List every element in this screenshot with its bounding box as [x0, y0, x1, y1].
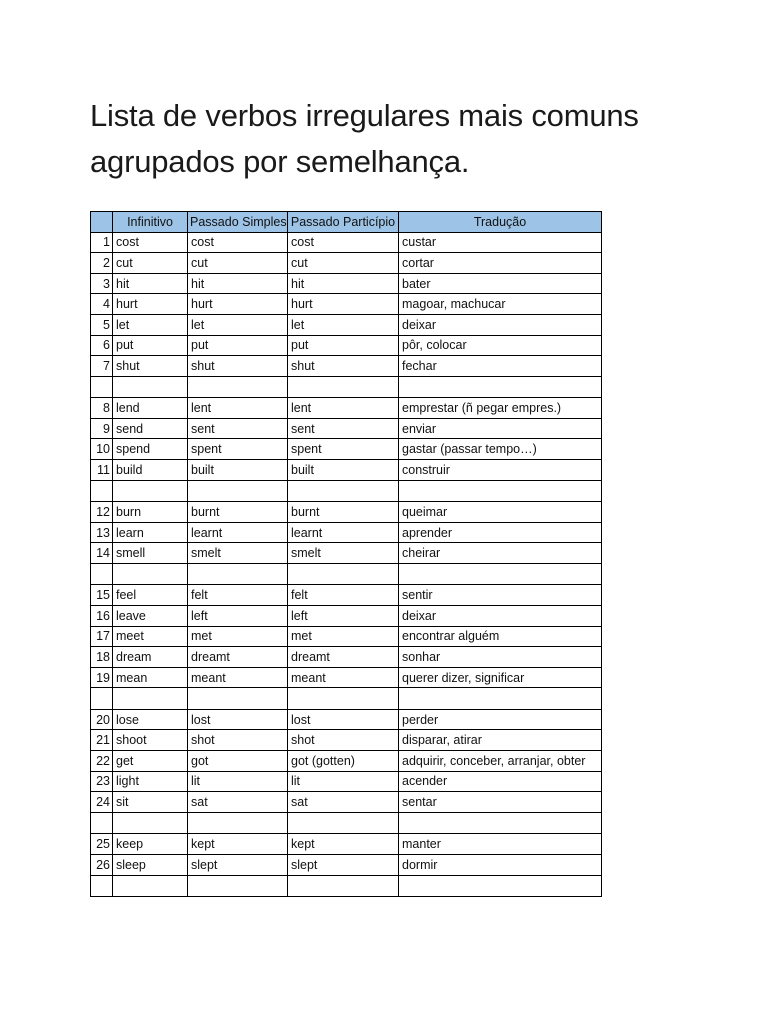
simple-past-cell: burnt [188, 502, 288, 523]
group-separator-row [91, 875, 602, 897]
past-participle-cell: kept [288, 834, 399, 855]
header-past-participle: Passado Particípio [288, 212, 399, 233]
table-row [91, 792, 602, 813]
past-participle-cell: slept [288, 854, 399, 875]
empty-cell [399, 563, 602, 585]
past-participle-cell: put [288, 335, 399, 356]
past-participle-cell: let [288, 314, 399, 335]
past-participle-cell: hit [288, 273, 399, 294]
table-row [91, 418, 602, 439]
header-simple-past: Passado Simples [188, 212, 288, 233]
simple-past-cell: cost [188, 232, 288, 253]
infinitive-cell: lend [113, 398, 188, 419]
row-number: 4 [91, 294, 113, 315]
past-participle-cell: felt [288, 585, 399, 606]
translation-cell: magoar, machucar [399, 294, 602, 315]
translation-cell: adquirir, conceber, arranjar, obter [399, 751, 602, 772]
infinitive-cell: spend [113, 439, 188, 460]
empty-cell [188, 563, 288, 585]
simple-past-cell: cut [188, 253, 288, 274]
header-row [91, 212, 602, 233]
simple-past-cell: got [188, 751, 288, 772]
row-number: 5 [91, 314, 113, 335]
empty-cell [399, 875, 602, 897]
past-participle-cell: got (gotten) [288, 751, 399, 772]
empty-cell [188, 688, 288, 710]
empty-cell [91, 812, 113, 834]
empty-cell [188, 875, 288, 897]
infinitive-cell: mean [113, 667, 188, 688]
translation-cell: sentar [399, 792, 602, 813]
infinitive-cell: dream [113, 647, 188, 668]
simple-past-cell: dreamt [188, 647, 288, 668]
simple-past-cell: sat [188, 792, 288, 813]
infinitive-cell: put [113, 335, 188, 356]
past-participle-cell: spent [288, 439, 399, 460]
past-participle-cell: shot [288, 730, 399, 751]
past-participle-cell: left [288, 606, 399, 627]
infinitive-cell: leave [113, 606, 188, 627]
empty-cell [288, 376, 399, 398]
empty-cell [399, 480, 602, 502]
row-number: 11 [91, 460, 113, 481]
translation-cell: sonhar [399, 647, 602, 668]
header-infinitive: Infinitivo [113, 212, 188, 233]
simple-past-cell: hit [188, 273, 288, 294]
infinitive-cell: feel [113, 585, 188, 606]
past-participle-cell: met [288, 626, 399, 647]
infinitive-cell: get [113, 751, 188, 772]
translation-cell: emprestar (ñ pegar empres.) [399, 398, 602, 419]
row-number: 9 [91, 418, 113, 439]
table-row [91, 294, 602, 315]
simple-past-cell: kept [188, 834, 288, 855]
row-number: 17 [91, 626, 113, 647]
table-row [91, 854, 602, 875]
row-number: 22 [91, 751, 113, 772]
infinitive-cell: sit [113, 792, 188, 813]
translation-cell: sentir [399, 585, 602, 606]
infinitive-cell: hit [113, 273, 188, 294]
simple-past-cell: lent [188, 398, 288, 419]
table-row [91, 398, 602, 419]
empty-cell [288, 688, 399, 710]
infinitive-cell: keep [113, 834, 188, 855]
row-number: 10 [91, 439, 113, 460]
table-row [91, 522, 602, 543]
row-number: 24 [91, 792, 113, 813]
infinitive-cell: cost [113, 232, 188, 253]
empty-cell [188, 812, 288, 834]
translation-cell: deixar [399, 606, 602, 627]
table-row [91, 834, 602, 855]
table-row [91, 253, 602, 274]
row-number: 14 [91, 543, 113, 564]
past-participle-cell: lent [288, 398, 399, 419]
infinitive-cell: lose [113, 709, 188, 730]
past-participle-cell: burnt [288, 502, 399, 523]
translation-cell: disparar, atirar [399, 730, 602, 751]
translation-cell: gastar (passar tempo…) [399, 439, 602, 460]
irregular-verbs-table [90, 211, 602, 897]
translation-cell: fechar [399, 356, 602, 377]
simple-past-cell: felt [188, 585, 288, 606]
table-row [91, 502, 602, 523]
row-number: 12 [91, 502, 113, 523]
empty-cell [113, 480, 188, 502]
past-participle-cell: shut [288, 356, 399, 377]
translation-cell: bater [399, 273, 602, 294]
empty-cell [91, 376, 113, 398]
row-number: 2 [91, 253, 113, 274]
translation-cell: acender [399, 771, 602, 792]
translation-cell: dormir [399, 854, 602, 875]
row-number: 8 [91, 398, 113, 419]
table-row [91, 356, 602, 377]
row-number: 7 [91, 356, 113, 377]
infinitive-cell: let [113, 314, 188, 335]
table-row [91, 273, 602, 294]
row-number: 13 [91, 522, 113, 543]
simple-past-cell: shut [188, 356, 288, 377]
empty-cell [399, 812, 602, 834]
translation-cell: custar [399, 232, 602, 253]
infinitive-cell: burn [113, 502, 188, 523]
empty-cell [113, 376, 188, 398]
empty-cell [113, 812, 188, 834]
past-participle-cell: sat [288, 792, 399, 813]
table-row [91, 585, 602, 606]
past-participle-cell: lit [288, 771, 399, 792]
simple-past-cell: lit [188, 771, 288, 792]
infinitive-cell: build [113, 460, 188, 481]
infinitive-cell: cut [113, 253, 188, 274]
table-row [91, 335, 602, 356]
empty-cell [113, 875, 188, 897]
translation-cell: cortar [399, 253, 602, 274]
translation-cell: manter [399, 834, 602, 855]
past-participle-cell: cut [288, 253, 399, 274]
table-row [91, 460, 602, 481]
translation-cell: encontrar alguém [399, 626, 602, 647]
infinitive-cell: learn [113, 522, 188, 543]
simple-past-cell: hurt [188, 294, 288, 315]
header-number [91, 212, 113, 233]
infinitive-cell: light [113, 771, 188, 792]
past-participle-cell: dreamt [288, 647, 399, 668]
translation-cell: pôr, colocar [399, 335, 602, 356]
empty-cell [399, 688, 602, 710]
page-title [90, 93, 730, 185]
past-participle-cell: meant [288, 667, 399, 688]
header-translation: Tradução [399, 212, 602, 233]
empty-cell [399, 376, 602, 398]
translation-cell: querer dizer, significar [399, 667, 602, 688]
table-row [91, 709, 602, 730]
infinitive-cell: send [113, 418, 188, 439]
table-row [91, 232, 602, 253]
simple-past-cell: built [188, 460, 288, 481]
simple-past-cell: left [188, 606, 288, 627]
infinitive-cell: shoot [113, 730, 188, 751]
simple-past-cell: spent [188, 439, 288, 460]
translation-cell: cheirar [399, 543, 602, 564]
simple-past-cell: shot [188, 730, 288, 751]
table-row [91, 543, 602, 564]
table-row [91, 606, 602, 627]
empty-cell [188, 376, 288, 398]
past-participle-cell: sent [288, 418, 399, 439]
empty-cell [288, 875, 399, 897]
infinitive-cell: smell [113, 543, 188, 564]
empty-cell [113, 563, 188, 585]
table-header [91, 212, 602, 233]
translation-cell: aprender [399, 522, 602, 543]
table-row [91, 626, 602, 647]
empty-cell [91, 875, 113, 897]
row-number: 26 [91, 854, 113, 875]
translation-cell: queimar [399, 502, 602, 523]
group-separator-row [91, 812, 602, 834]
row-number: 15 [91, 585, 113, 606]
row-number: 6 [91, 335, 113, 356]
empty-cell [288, 480, 399, 502]
empty-cell [91, 480, 113, 502]
table-row [91, 730, 602, 751]
past-participle-cell: cost [288, 232, 399, 253]
table-row [91, 647, 602, 668]
empty-cell [91, 688, 113, 710]
simple-past-cell: slept [188, 854, 288, 875]
row-number: 25 [91, 834, 113, 855]
past-participle-cell: learnt [288, 522, 399, 543]
infinitive-cell: shut [113, 356, 188, 377]
simple-past-cell: met [188, 626, 288, 647]
row-number: 21 [91, 730, 113, 751]
translation-cell: deixar [399, 314, 602, 335]
infinitive-cell: sleep [113, 854, 188, 875]
title-line-2: agrupados por semelhança. [90, 144, 470, 179]
empty-cell [288, 812, 399, 834]
row-number: 1 [91, 232, 113, 253]
empty-cell [113, 688, 188, 710]
table-row [91, 771, 602, 792]
empty-cell [188, 480, 288, 502]
past-participle-cell: lost [288, 709, 399, 730]
simple-past-cell: meant [188, 667, 288, 688]
row-number: 16 [91, 606, 113, 627]
translation-cell: construir [399, 460, 602, 481]
table-row [91, 667, 602, 688]
row-number: 23 [91, 771, 113, 792]
row-number: 19 [91, 667, 113, 688]
row-number: 3 [91, 273, 113, 294]
group-separator-row [91, 376, 602, 398]
row-number: 20 [91, 709, 113, 730]
past-participle-cell: smelt [288, 543, 399, 564]
past-participle-cell: built [288, 460, 399, 481]
past-participle-cell: hurt [288, 294, 399, 315]
row-number: 18 [91, 647, 113, 668]
group-separator-row [91, 563, 602, 585]
simple-past-cell: put [188, 335, 288, 356]
translation-cell: enviar [399, 418, 602, 439]
group-separator-row [91, 688, 602, 710]
table-row [91, 439, 602, 460]
title-line-1: Lista de verbos irregulares mais comuns [90, 98, 639, 133]
infinitive-cell: hurt [113, 294, 188, 315]
empty-cell [91, 563, 113, 585]
table-row [91, 314, 602, 335]
simple-past-cell: lost [188, 709, 288, 730]
table-row [91, 751, 602, 772]
empty-cell [288, 563, 399, 585]
group-separator-row [91, 480, 602, 502]
simple-past-cell: smelt [188, 543, 288, 564]
simple-past-cell: let [188, 314, 288, 335]
simple-past-cell: learnt [188, 522, 288, 543]
translation-cell: perder [399, 709, 602, 730]
simple-past-cell: sent [188, 418, 288, 439]
infinitive-cell: meet [113, 626, 188, 647]
table-body [91, 232, 602, 896]
